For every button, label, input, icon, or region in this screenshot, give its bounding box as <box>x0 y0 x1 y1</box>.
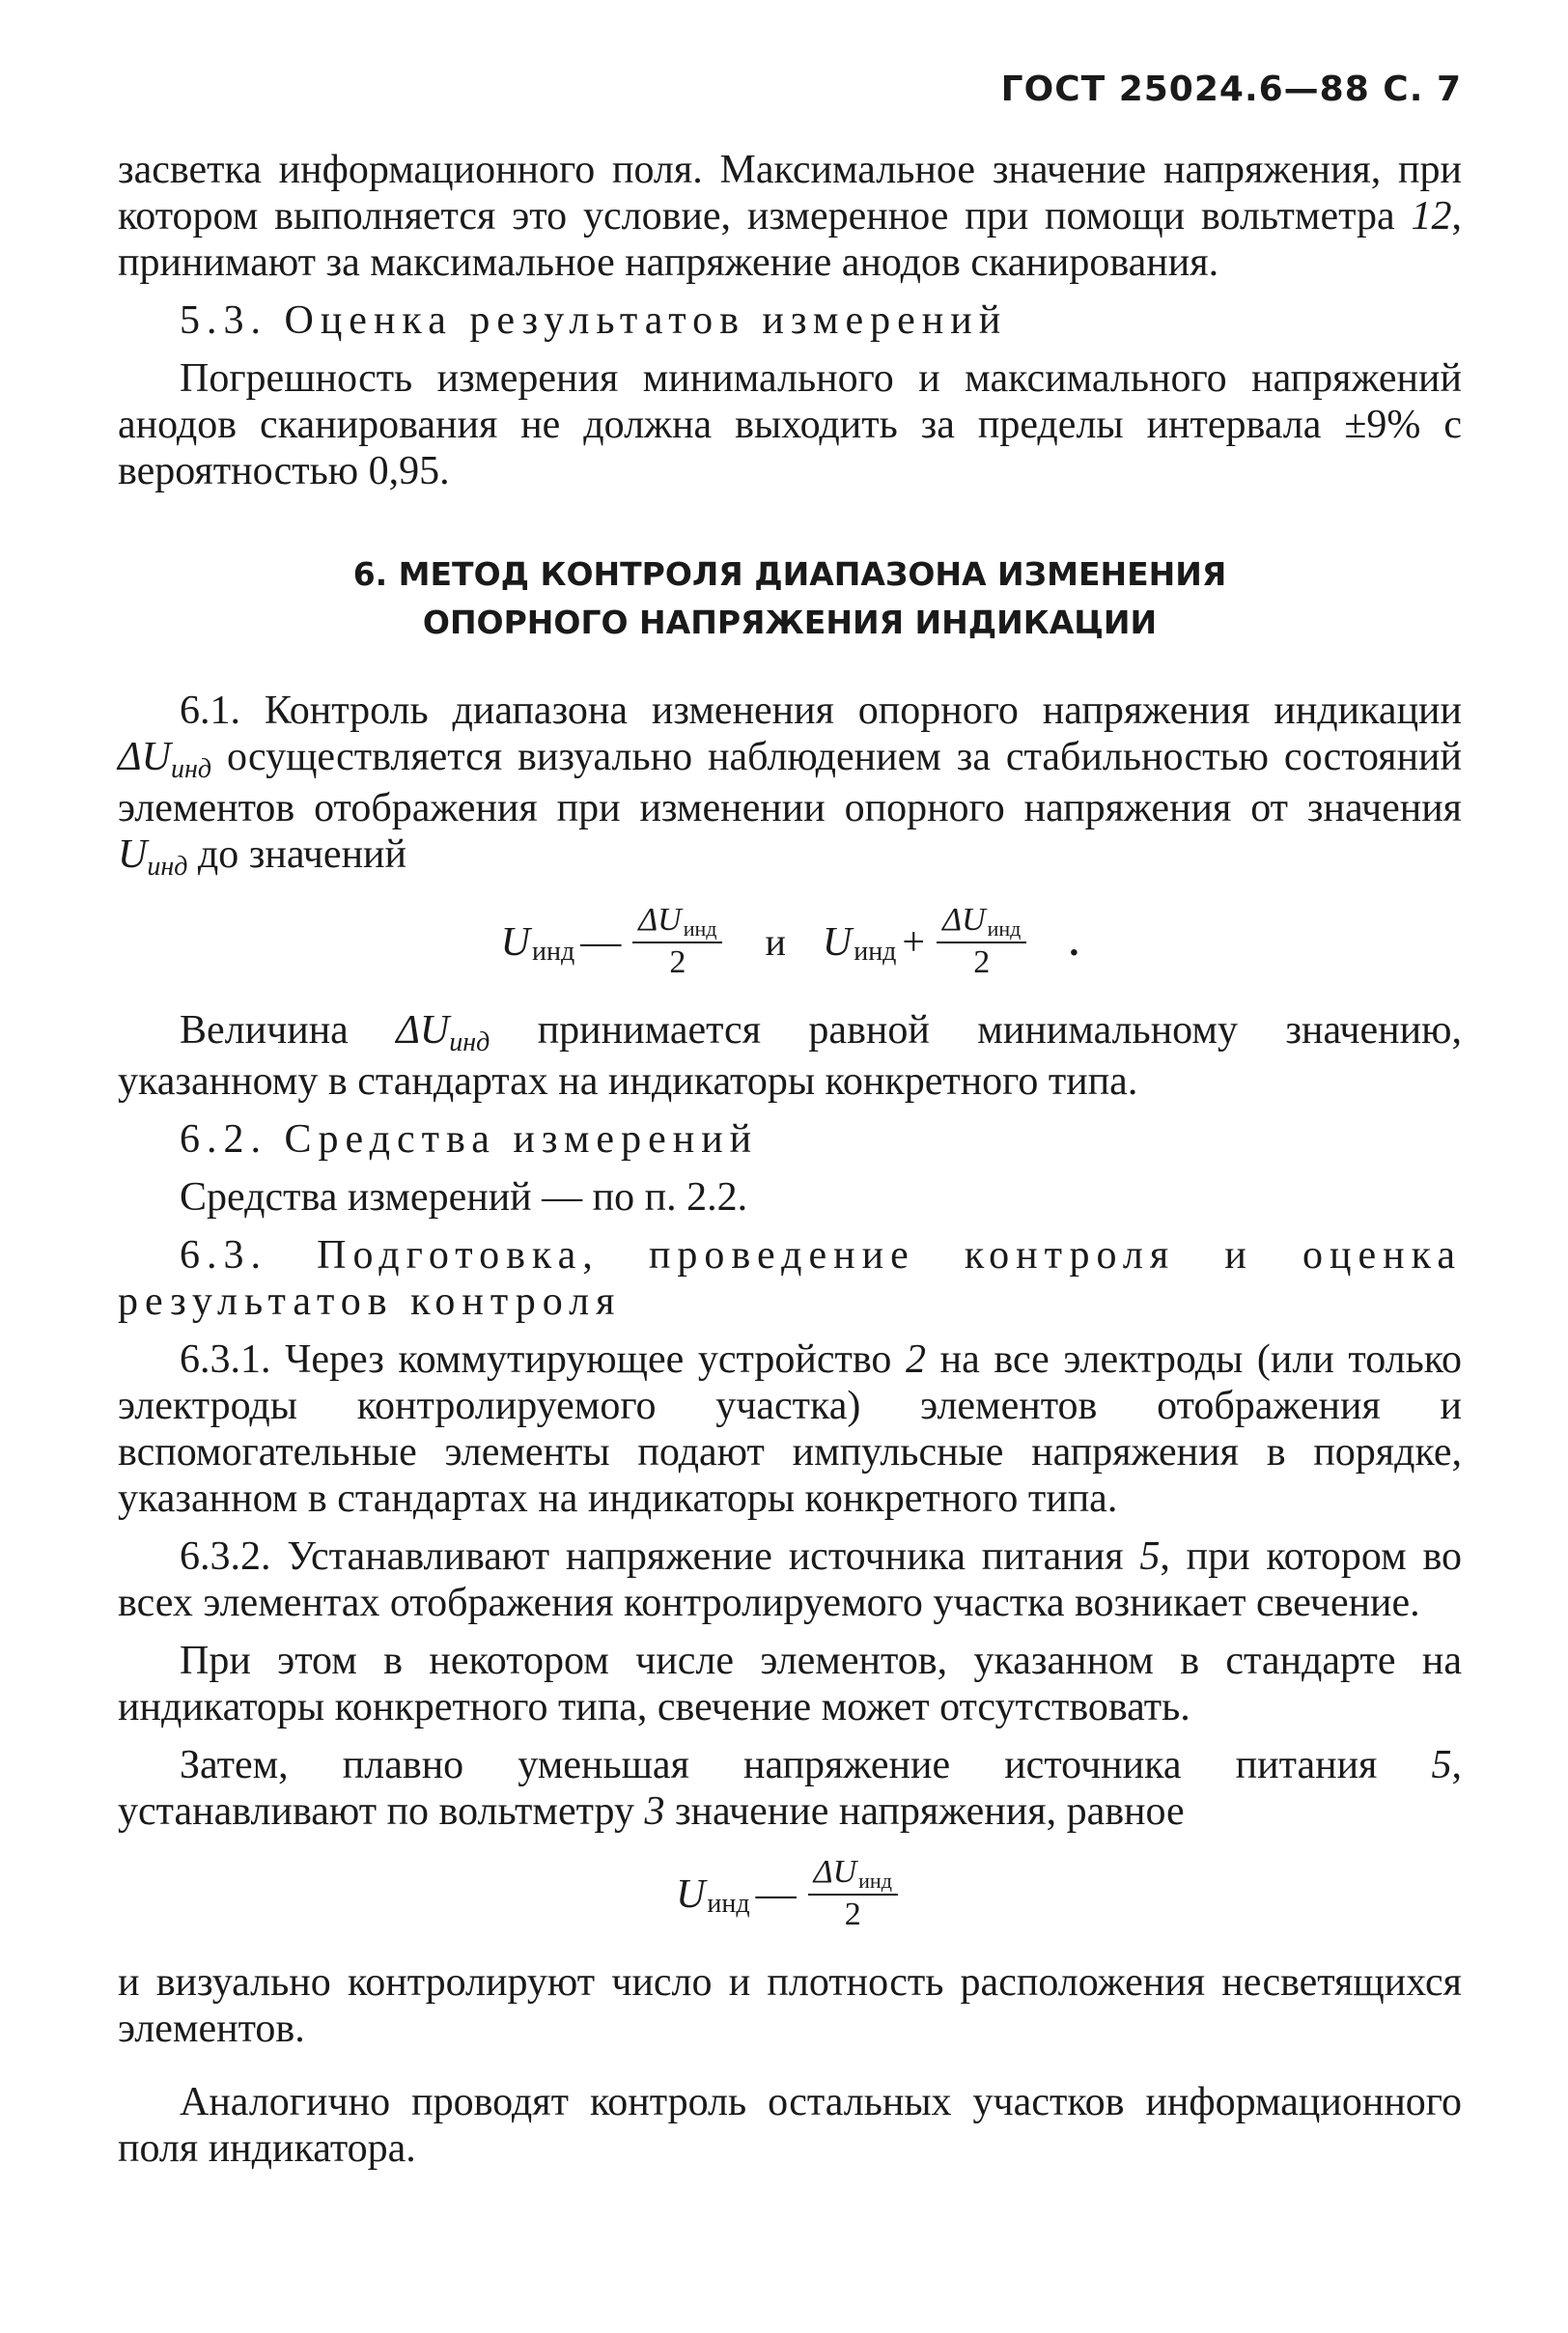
heading-6-2: 6.2. Средства измерений <box>180 1117 759 1162</box>
symbol-u: Uинд <box>118 832 188 882</box>
heading-5-3: 5.3. Оценка результатов измерений <box>180 298 1008 343</box>
fraction: $\frac{\text{ΔUинд}}{2}$ <box>937 902 1026 982</box>
running-header: ГОСТ 25024.6—88 С. 7 <box>1000 70 1462 109</box>
symbol-delta-u: ΔUинд <box>118 735 212 784</box>
paragraph-visual-check: и визуально контролируют число и плотность расположения несветящихся элементов. <box>118 1960 1462 2051</box>
paragraph-6-1: 6.1. Контроль диапазона изменения опорного напряжения индикации ΔUинд осуществляется визуально наблюдением за стабильностью состояний элементов отображения при изменении опорного напряжения от значения Uинд до значений <box>118 689 1463 882</box>
document-body <box>118 147 1462 2172</box>
paragraph-6-3-2: 6.3.2. Устанавливают напряжение источника питания 5, при котором во всех элементах отображения контролируемого участка возникает свечение. <box>118 1534 1463 1625</box>
paragraph-5-3: Погрешность измерения минимального и максимального напряжений анодов сканирования не должна выходить за пределы интервала ±9% с вероятностью 0,95. <box>118 356 1462 493</box>
paragraph-then: Затем, плавно уменьшая напряжение источника питания 5, устанавливают по вольтметру 3 значение напряжения, равное <box>118 1743 1463 1834</box>
paragraph-final: Аналогично проводят контроль остальных участков информационного поля индикатора. <box>118 2080 1462 2171</box>
formula-lower: U инд — $\frac{\text{ΔUинд}}{2}$ <box>501 902 729 982</box>
section-6-title-line-2: ОПОРНОГО НАПРЯЖЕНИЯ ИНДИКАЦИИ <box>422 604 1158 641</box>
reference-number: 2 <box>906 1337 927 1382</box>
fraction: $\frac{\text{ΔUинд}}{2}$ <box>632 902 722 982</box>
formula-lower: U инд — $\frac{\text{ΔUинд}}{2}$ <box>676 1854 904 1934</box>
section-6-title <box>118 550 1462 647</box>
paragraph-continuation: засветка информационного поля. Максимальное значение напряжения, при котором выполняется это условие, измеренное при помощи вольтметра 12, принимают за максимальное напряжение анодов сканирования. <box>118 148 1462 285</box>
fraction: $\frac{\text{ΔUинд}}{2}$ <box>808 1854 898 1934</box>
reference-number: 5 <box>1431 1743 1452 1787</box>
paragraph-6-3-1: 6.3.1. Через коммутирующее устройство 2 на все электроды (или только электроды контролируемого участка) элементов отображения и вспомогательные элементы подают импульсные напряжения в порядке, указанном в стандартах на индикаторы конкретного типа. <box>118 1337 1463 1521</box>
paragraph-6-2: Средства измерений — по п. 2.2. <box>180 1175 748 1220</box>
reference-number: 5 <box>1139 1534 1161 1579</box>
reference-number: 3 <box>644 1789 665 1834</box>
symbol-delta-u: ΔUинд <box>396 1008 490 1057</box>
paragraph-6-1-value: Величина ΔUинд принимается равной минимальному значению, указанному в стандартах на индикаторы конкретного типа. <box>118 1008 1462 1104</box>
reference-number: 12 <box>1411 194 1452 239</box>
formula-upper: U инд + $\frac{\text{ΔUинд}}{2}$ <box>823 902 1033 982</box>
paragraph-no-glow: При этом в некотором числе элементов, указанном в стандарте на индикаторы конкретного типа, свечение может отсутствовать. <box>118 1639 1462 1729</box>
heading-6-3: 6.3. Подготовка, проведение контроля и оценка результатов контроля <box>118 1233 1462 1324</box>
formula-single <box>118 1854 1462 1934</box>
formula-range: U инд — $\frac{\text{ΔUинд}}{2}$ и U инд + $\frac{\text{ΔUинд}}{2}$ . <box>500 902 1079 980</box>
conjunction: и <box>765 919 786 964</box>
section-6-title-line-1: 6. МЕТОД КОНТРОЛЯ ДИАПАЗОНА ИЗМЕНЕНИЯ <box>352 555 1227 593</box>
